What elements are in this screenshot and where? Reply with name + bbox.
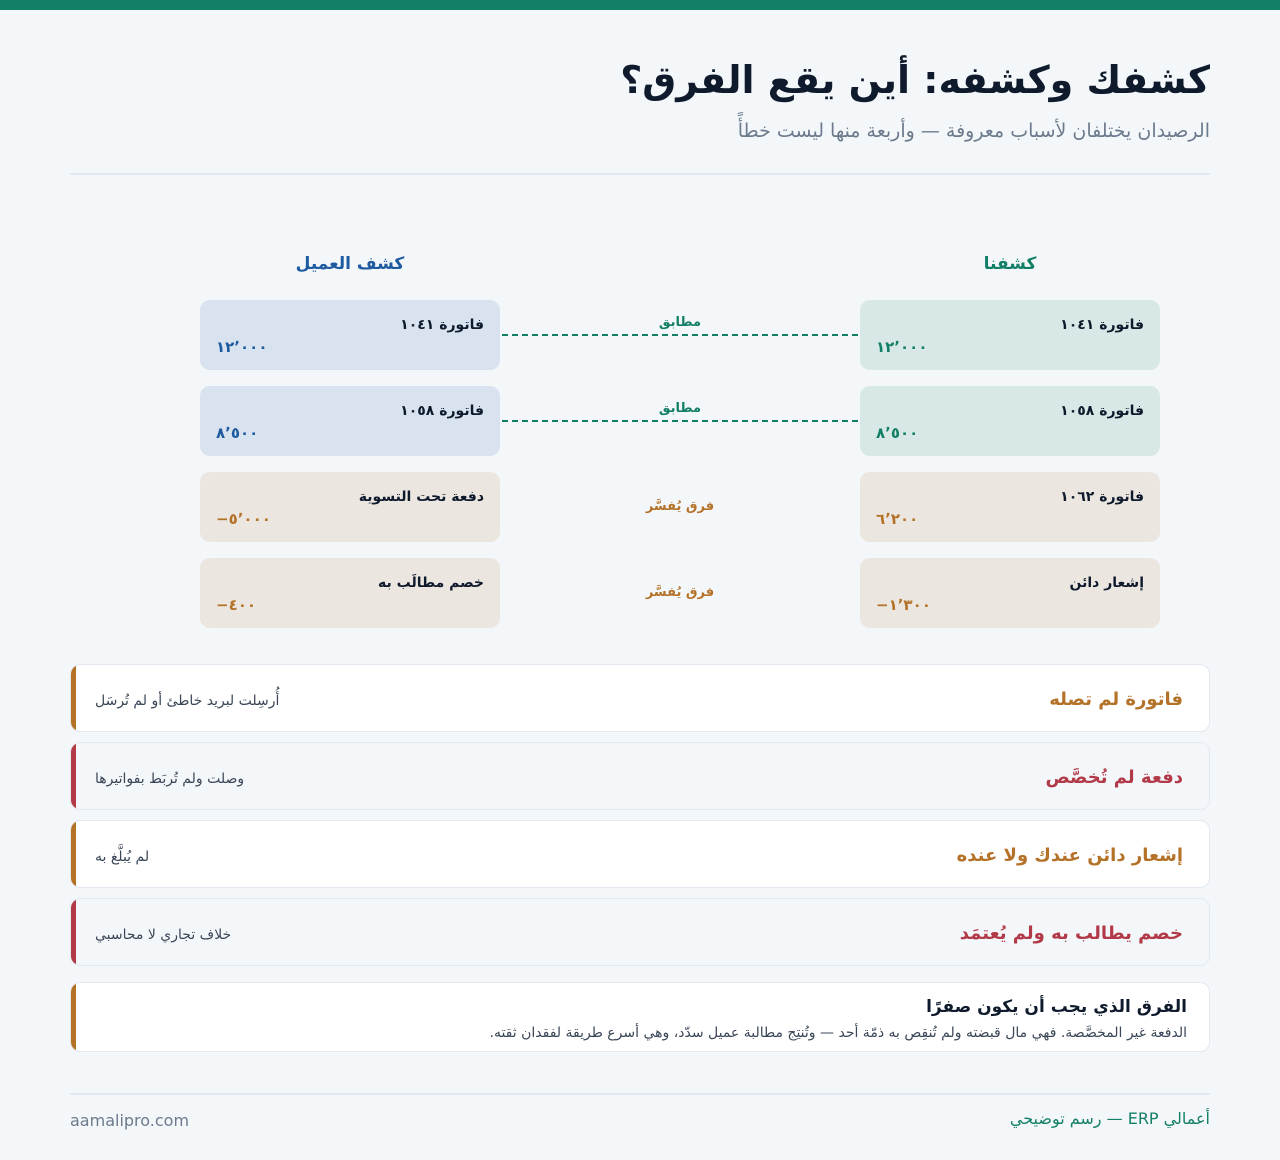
client-item-1-label: فاتورة ١٠٤١ xyxy=(400,317,484,333)
reason-card-1 xyxy=(70,664,1210,732)
key-note-accent xyxy=(71,983,76,1051)
client-item-1-amount: ١٢٬٠٠٠ xyxy=(216,338,268,356)
reason-card-1-accent xyxy=(71,665,76,731)
key-note-card xyxy=(70,982,1210,1052)
key-note-title: الفرق الذي يجب أن يكون صفرًا xyxy=(926,997,1187,1017)
footer-site-link[interactable]: aamalipro.com xyxy=(70,1111,190,1130)
our-item-2-label: فاتورة ١٠٥٨ xyxy=(1060,403,1144,419)
client-item-4-label: خصم مطالَب به xyxy=(378,575,484,591)
top-accent-bar xyxy=(0,0,1280,10)
reason-card-3-accent xyxy=(71,821,76,887)
reason-card-4-description: خلاف تجاري لا محاسبي xyxy=(95,927,232,943)
reason-card-4-title: خصم يطالب به ولم يُعتمَد xyxy=(959,923,1183,944)
client-item-3-label: دفعة تحت التسوية xyxy=(358,489,484,505)
client-item-2-amount: ٨٬٥٠٠ xyxy=(216,424,259,442)
page-subtitle: الرصيدان يختلفان لأسباب معروفة — وأربعة منها ليست خطأً xyxy=(737,120,1210,142)
client-item-3-amount: −٥٬٠٠٠ xyxy=(216,510,271,528)
our-item-1-amount: ١٢٬٠٠٠ xyxy=(876,338,928,356)
reason-card-3-description: لم يُبلَّغ به xyxy=(95,849,150,865)
header-divider xyxy=(70,173,1210,175)
reason-card-2-title: دفعة لم تُخصَّص xyxy=(1045,767,1183,788)
reason-card-2 xyxy=(70,742,1210,810)
our-item-2-amount: ٨٬٥٠٠ xyxy=(876,424,919,442)
match-label-2: مطابق xyxy=(658,401,702,416)
our-item-3 xyxy=(860,472,1160,542)
client-item-3 xyxy=(200,472,500,542)
diff-label-4: فرق يُفسَّر xyxy=(645,585,715,600)
our-statement-heading: كشفنا xyxy=(983,254,1037,274)
reason-card-2-description: وصلت ولم تُربَط بفواتيرها xyxy=(95,771,245,787)
client-item-4 xyxy=(200,558,500,628)
key-note-text: الدفعة غير المخصَّصة. فهي مال قبضته ولم تُنقِص به ذمّة أحد — وتُنتِج مطالبة عميل سدّد، وهي أسرع طريقة لفقدان ثقته. xyxy=(489,1025,1187,1041)
client-item-2 xyxy=(200,386,500,456)
reason-card-4 xyxy=(70,898,1210,966)
match-connector-2 xyxy=(502,420,858,422)
reason-card-3-title: إشعار دائن عندك ولا عنده xyxy=(956,845,1183,866)
reason-card-3 xyxy=(70,820,1210,888)
our-item-3-amount: ٦٬٢٠٠ xyxy=(876,510,919,528)
client-statement-heading: كشف العميل xyxy=(295,254,405,274)
our-item-4-label: إشعار دائن xyxy=(1069,575,1144,591)
our-item-1-label: فاتورة ١٠٤١ xyxy=(1060,317,1144,333)
our-item-2 xyxy=(860,386,1160,456)
diff-label-3: فرق يُفسَّر xyxy=(645,499,715,514)
our-item-3-label: فاتورة ١٠٦٢ xyxy=(1060,489,1144,505)
our-item-4-amount: −١٬٣٠٠ xyxy=(876,596,931,614)
client-item-2-label: فاتورة ١٠٥٨ xyxy=(400,403,484,419)
footer-brand: أعمالي ERP — رسم توضيحي xyxy=(1009,1109,1210,1128)
match-label-1: مطابق xyxy=(658,315,702,330)
our-item-1 xyxy=(860,300,1160,370)
footer-divider xyxy=(70,1093,1210,1095)
match-connector-1 xyxy=(502,334,858,336)
client-item-1 xyxy=(200,300,500,370)
reason-card-1-title: فاتورة لم تصله xyxy=(1049,689,1183,710)
page-title: كشفك وكشفه: أين يقع الفرق؟ xyxy=(620,58,1210,102)
our-item-4 xyxy=(860,558,1160,628)
client-item-4-amount: −٤٠٠ xyxy=(216,596,257,614)
reason-card-2-accent xyxy=(71,743,76,809)
reason-card-1-description: أُرسِلت لبريد خاطئ أو لم تُرسَل xyxy=(95,693,280,709)
reason-card-4-accent xyxy=(71,899,76,965)
